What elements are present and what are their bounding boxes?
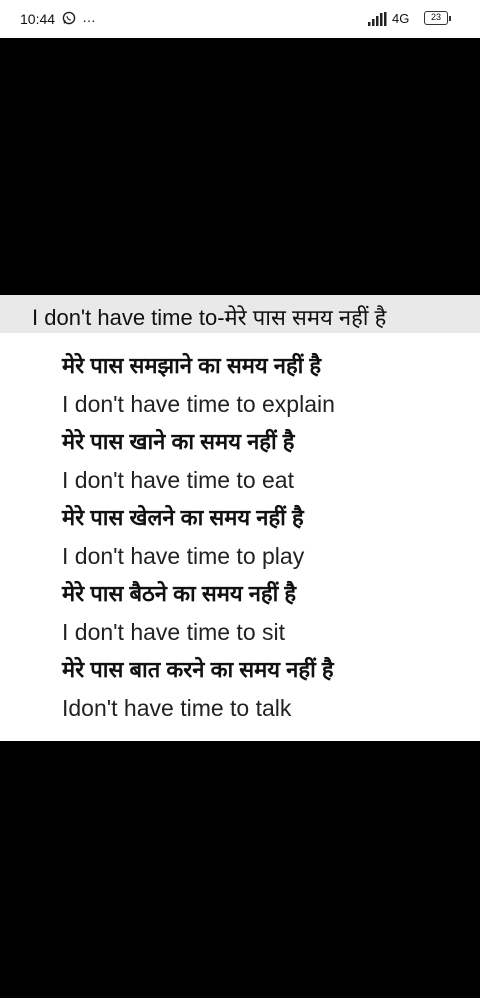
signal-strength-icon [368,12,388,26]
phrase-hindi: मेरे पास खेलने का समय नहीं है [62,505,304,530]
phrase-english: I don't have time to explain [62,391,335,417]
network-type: 4G [392,11,410,26]
battery-tip [449,16,451,21]
phrase-english: Idon't have time to talk [62,695,292,721]
phrase-english: I don't have time to sit [62,619,286,645]
more-notifications-icon: … [82,9,97,25]
image-content[interactable] [0,295,480,741]
phrase-hindi: मेरे पास खाने का समय नहीं है [62,429,295,454]
battery-level: 23 [430,12,441,22]
title-bar [0,295,480,333]
phrase-hindi: मेरे पास समझाने का समय नहीं है [62,353,322,378]
image-title: I don't have time to-मेरे पास समय नहीं है [32,305,387,330]
status-bar [0,0,480,38]
phrase-hindi: मेरे पास बैठने का समय नहीं है [62,581,297,606]
whatsapp-notification-icon [62,11,76,25]
phrase-hindi: मेरे पास बात करने का समय नहीं है [62,657,334,682]
phrase-list [62,347,335,727]
phrase-english: I don't have time to eat [62,467,294,493]
phrase-english: I don't have time to play [62,543,305,569]
battery-icon [424,11,448,25]
clock: 10:44 [20,11,56,27]
